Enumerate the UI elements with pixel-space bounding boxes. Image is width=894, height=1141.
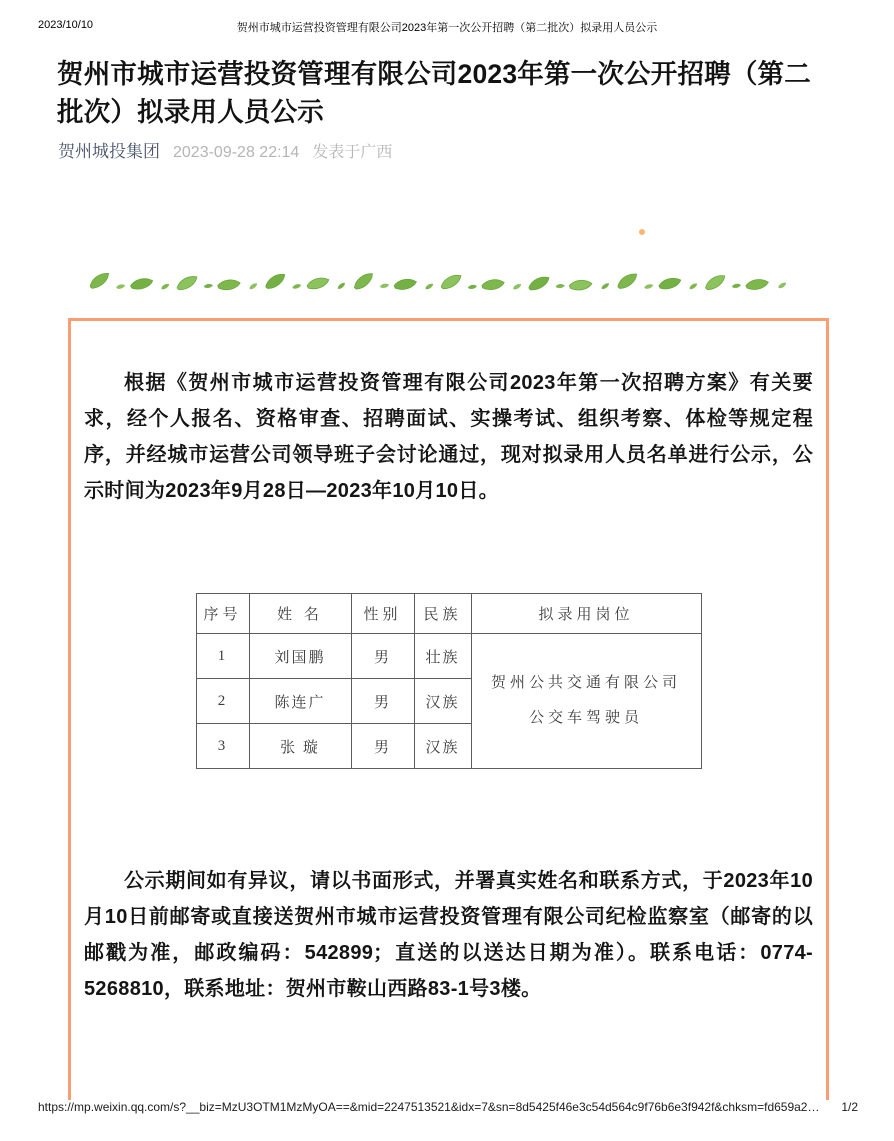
article-title: 贺州市城市运营投资管理有限公司2023年第一次公开招聘（第二批次）拟录用人员公示 xyxy=(57,59,811,127)
byline xyxy=(58,137,392,162)
print-footer-page: 1/2 xyxy=(841,1100,858,1114)
col-header-name: 姓 名 xyxy=(249,594,351,634)
position-line-1: 贺州公共交通有限公司 xyxy=(490,674,681,691)
publish-location: 发表于广西 xyxy=(312,144,393,161)
col-header-no: 序号 xyxy=(196,594,249,634)
decorative-dot xyxy=(639,229,645,235)
col-header-ethnicity: 民族 xyxy=(414,594,471,634)
print-footer-url: https://mp.weixin.qq.com/s?__biz=MzU3OTM1MzMyOA==&mid=2247513521&idx=7&sn=8d5425f46e3c54d564c9f76b6e3f942f&chksm=fd659a2… xyxy=(38,1100,820,1114)
cell-gender: 男 xyxy=(351,724,414,769)
notice-box xyxy=(68,318,829,1100)
print-footer xyxy=(38,1100,858,1114)
paragraph-intro: 根据《贺州市城市运营投资管理有限公司2023年第一次招聘方案》有关要求，经个人报名、资格审查、招聘面试、实操考试、组织考察、体检等规定程序，并经城市运营公司领导班子会讨论通过，现对拟录用人员名单进行公示，公示时间为2023年9月28日—2023年10月10日。 xyxy=(84,372,813,502)
cell-ethnicity: 壮族 xyxy=(414,634,471,679)
print-header xyxy=(0,19,894,35)
cell-no: 2 xyxy=(196,679,249,724)
paragraph-objection: 公示期间如有异议，请以书面形式，并署真实姓名和联系方式，于2023年10月10日前邮寄或直接送贺州市城市运营投资管理有限公司纪检监察室（邮寄的以邮戳为准，邮政编码：542899；直送的以送达日期为准）。联系电话：0774-5268810，联系地址：贺州市鞍山西路83-1号3楼。 xyxy=(84,870,813,1000)
cell-gender: 男 xyxy=(351,679,414,724)
col-header-gender: 性别 xyxy=(351,594,414,634)
cell-gender: 男 xyxy=(351,634,414,679)
table-wrapper xyxy=(84,593,813,769)
position-line-2: 公交车驾驶员 xyxy=(528,710,643,726)
print-header-date: 2023/10/10 xyxy=(38,19,94,31)
print-header-title: 贺州市城市运营投资管理有限公司2023年第一次公开招聘（第二批次）拟录用人员公示 xyxy=(236,22,658,34)
cell-no: 3 xyxy=(196,724,249,769)
leaf-divider-image xyxy=(88,265,794,301)
cell-name: 陈连广 xyxy=(249,679,351,724)
table-row xyxy=(196,634,701,679)
cell-name: 刘国鹏 xyxy=(249,634,351,679)
table-header-row xyxy=(196,594,701,634)
publish-time: 2023-09-28 22:14 xyxy=(173,144,300,161)
position-cell xyxy=(471,634,701,769)
col-header-position: 拟录用岗位 xyxy=(471,594,701,634)
cell-ethnicity: 汉族 xyxy=(414,724,471,769)
cell-no: 1 xyxy=(196,634,249,679)
cell-ethnicity: 汉族 xyxy=(414,679,471,724)
account-name-link[interactable]: 贺州城投集团 xyxy=(58,142,160,161)
candidates-table xyxy=(196,593,702,769)
cell-name: 张 璇 xyxy=(249,724,351,769)
